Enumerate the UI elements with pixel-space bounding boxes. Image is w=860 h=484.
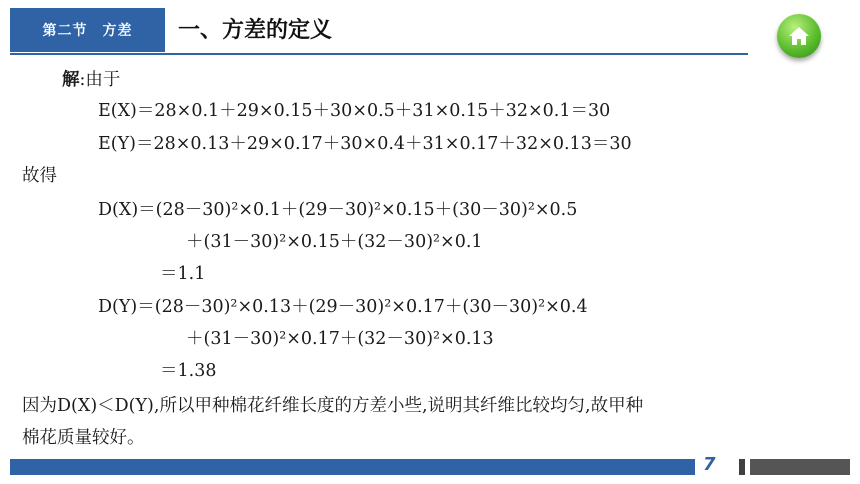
variance-x-result: ＝1.1 [160, 264, 206, 284]
variance-y-line-1: D(Y)＝(28－30)²×0.13＋(29－30)²×0.17＋(30－30)²×0.4 [98, 297, 588, 317]
variance-y-line-2: ＋(31－30)²×0.17＋(32－30)²×0.13 [186, 329, 494, 349]
expectation-y: E(Y)＝28×0.13＋29×0.17＋30×0.4＋31×0.17＋32×0.13＝30 [98, 134, 632, 154]
variance-x-line-1: D(X)＝(28－30)²×0.1＋(29－30)²×0.15＋(30－30)²×0.5 [98, 200, 578, 220]
conclusion-line-1: 因为D(X)＜D(Y),所以甲种棉花纤维长度的方差小些,说明其纤维比较均匀,故甲种 [22, 396, 644, 416]
solution-intro [62, 66, 120, 91]
solution-label: 解 [62, 70, 80, 90]
footer-bar [10, 459, 695, 475]
solution-intro-text: :由于 [79, 70, 121, 90]
conclusion-line-2: 棉花质量较好。 [22, 428, 145, 448]
therefore-text: 故得 [22, 166, 57, 186]
footer-dark-bar [750, 459, 850, 475]
page-number: 7 [703, 454, 716, 475]
footer-mark [739, 459, 745, 475]
section-label: 第二节 方差 [42, 23, 133, 39]
slide-title: 一、方差的定义 [178, 18, 333, 43]
expectation-x: E(X)＝28×0.1＋29×0.15＋30×0.5＋31×0.15＋32×0.1＝30 [98, 101, 611, 121]
variance-x-line-2: ＋(31－30)²×0.15＋(32－30)²×0.1 [186, 232, 483, 252]
variance-y-result: ＝1.38 [160, 361, 217, 381]
